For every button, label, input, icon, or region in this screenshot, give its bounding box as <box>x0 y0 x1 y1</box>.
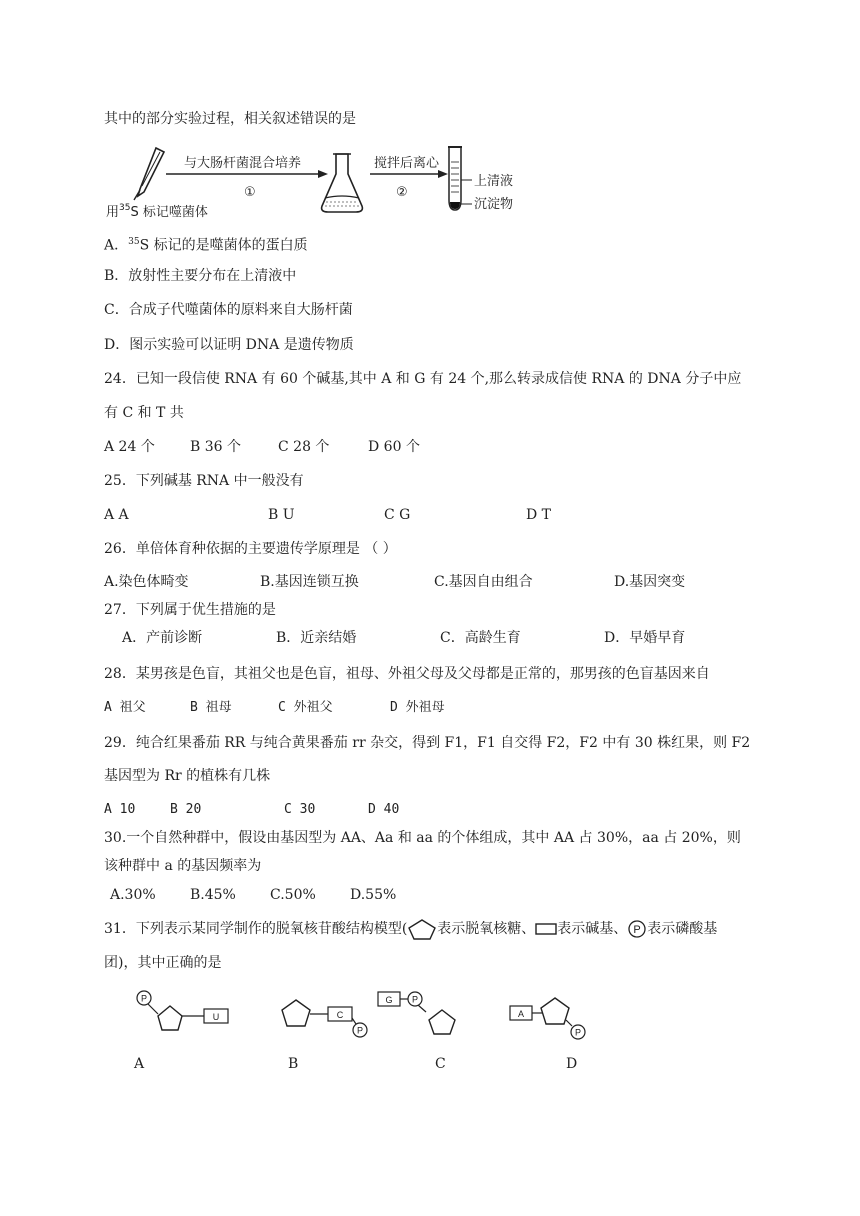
q23-option-b[interactable]: B．放射性主要分布在上清液中 <box>104 268 297 284</box>
phosphate-circle-icon <box>627 919 647 939</box>
q24-option-b[interactable]: B 36 个 <box>190 439 242 455</box>
test-tube-icon <box>448 146 472 210</box>
svg-text:G: G <box>385 995 393 1005</box>
q30-stem-line2: 该种群中 a 的基因频率为 <box>104 858 262 874</box>
svg-text:P: P <box>411 994 419 1005</box>
q30-option-a[interactable]: A.30% <box>110 887 156 903</box>
q29-option-c[interactable]: C 30 <box>284 802 316 817</box>
step1-label: 与大肠杆菌混合培养 <box>184 156 302 171</box>
q27-stem: 27．下列属于优生措施的是 <box>104 602 276 618</box>
step1-number: ① <box>244 185 256 200</box>
dropper-icon <box>134 148 164 200</box>
q25-stem: 25．下列碱基 RNA 中一般没有 <box>104 473 304 489</box>
q25-option-b[interactable]: B U <box>268 507 295 523</box>
q24-stem-line2: 有 C 和 T 共 <box>104 405 184 421</box>
sediment-label: 沉淀物 <box>474 197 514 212</box>
nucleotide-models-figure <box>128 984 608 1048</box>
q29-stem-line2: 基因型为 Rr 的植株有几株 <box>104 768 271 784</box>
arrow-step-2 <box>370 170 448 178</box>
q30-stem-line1: 30.一个自然种群中，假设由基因型为 AA、Aa 和 aa 的个体组成，其中 AA 占 30%，aa 占 20%，则 <box>104 830 741 846</box>
nucleotide-model-a[interactable] <box>137 991 228 1030</box>
question-intro: 其中的部分实验过程，相关叙述错误的是 <box>104 111 356 127</box>
q27-option-a[interactable]: A．产前诊断 <box>122 630 203 646</box>
q26-option-a[interactable]: A.染色体畸变 <box>104 574 189 590</box>
phage-experiment-diagram <box>104 140 534 222</box>
q23-option-d[interactable]: D．图示实验可以证明 DNA 是遗传物质 <box>104 337 354 353</box>
step2-number: ② <box>396 185 408 200</box>
supernatant-label: 上清液 <box>474 174 514 189</box>
q24-option-c[interactable]: C 28 个 <box>278 439 330 455</box>
svg-text:A: A <box>517 1009 525 1019</box>
q24-option-d[interactable]: D 60 个 <box>368 439 420 455</box>
q28-option-d[interactable]: D 外祖母 <box>390 700 445 715</box>
q27-option-d[interactable]: D．早婚早育 <box>604 630 686 646</box>
q28-option-b[interactable]: B 祖母 <box>190 700 232 715</box>
q31-option-c[interactable]: C <box>435 1056 446 1072</box>
svg-text:C: C <box>336 1010 344 1020</box>
rectangle-base-icon <box>535 921 557 937</box>
svg-text:P: P <box>140 993 148 1004</box>
q24-option-a[interactable]: A 24 个 <box>104 439 155 455</box>
q28-stem: 28．某男孩是色盲，其祖父也是色盲，祖母、外祖父母及父母都是正常的，那男孩的色盲基因来自 <box>104 666 710 682</box>
q28-option-c[interactable]: C 外祖父 <box>278 700 333 715</box>
labeling-caption: 用$^{35}$S 标记噬菌体 <box>106 203 208 220</box>
q25-option-d[interactable]: D T <box>526 507 552 523</box>
q25-option-a[interactable]: A A <box>104 507 129 523</box>
q26-option-d[interactable]: D.基因突变 <box>614 574 686 590</box>
nucleotide-model-c[interactable] <box>378 992 455 1034</box>
q31-stem-line2: 团)，其中正确的是 <box>104 955 222 971</box>
svg-text:P: P <box>574 1027 582 1038</box>
pentagon-sugar-icon <box>407 918 437 940</box>
nucleotide-model-d[interactable] <box>510 998 585 1039</box>
svg-text:P: P <box>356 1025 364 1036</box>
q25-option-c[interactable]: C G <box>384 507 411 523</box>
q29-stem-line1: 29．纯合红果番茄 RR 与纯合黄果番茄 rr 杂交，得到 F1，F1 自交得 F2，F2 中有 30 株红果，则 F2 <box>104 735 751 751</box>
q29-option-a[interactable]: A 10 <box>104 802 136 817</box>
svg-text:P: P <box>633 924 641 936</box>
q23-option-a[interactable]: A．$^{35}$S 标记的是噬菌体的蛋白质 <box>104 237 308 254</box>
q31-stem-line1: 31．下列表示某同学制作的脱氧核苷酸结构模型( 表示脱氧核糖、 表示碱基、 P 表示磷酸基 <box>104 918 717 940</box>
svg-text:U: U <box>212 1012 220 1022</box>
q31-option-a[interactable]: A <box>134 1056 145 1072</box>
arrow-step-1 <box>166 170 328 178</box>
q30-option-d[interactable]: D.55% <box>350 887 397 903</box>
q31-option-d[interactable]: D <box>566 1056 578 1072</box>
q23-option-c[interactable]: C．合成子代噬菌体的原料来自大肠杆菌 <box>104 302 353 318</box>
q28-option-a[interactable]: A 祖父 <box>104 700 146 715</box>
q29-option-b[interactable]: B 20 <box>170 802 202 817</box>
q29-option-d[interactable]: D 40 <box>368 802 400 817</box>
q30-option-b[interactable]: B.45% <box>190 887 236 903</box>
nucleotide-model-b[interactable] <box>282 1000 367 1037</box>
q31-option-b[interactable]: B <box>288 1056 299 1072</box>
step2-label: 搅拌后离心 <box>374 156 440 171</box>
q24-stem-line1: 24．已知一段信使 RNA 有 60 个碱基,其中 A 和 G 有 24 个,那么转录成信使 RNA 的 DNA 分子中应 <box>104 371 742 387</box>
q26-option-c[interactable]: C.基因自由组合 <box>434 574 533 590</box>
q27-option-b[interactable]: B．近亲结婚 <box>276 630 357 646</box>
q26-option-b[interactable]: B.基因连锁互换 <box>260 574 359 590</box>
flask-icon <box>322 154 363 212</box>
q30-option-c[interactable]: C.50% <box>270 887 316 903</box>
q26-stem: 26．单倍体育种依据的主要遗传学原理是 （ ） <box>104 541 397 557</box>
q27-option-c[interactable]: C．高龄生育 <box>440 630 521 646</box>
